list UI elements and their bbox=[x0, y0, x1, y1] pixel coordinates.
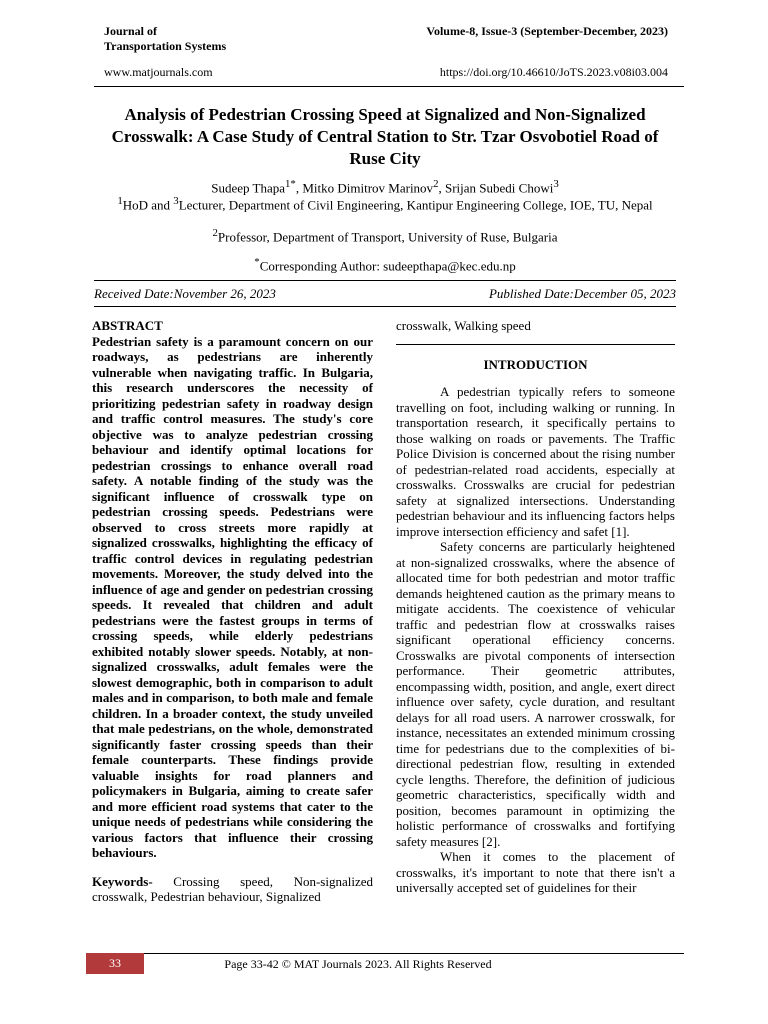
intro-paragraph-2: Safety concerns are particularly heightened at non-signalized crosswalks, where the absence of allocated time for both pedestrian and motor traffic demands heightened caution as the primary means to mitigate accidents. The coexistence of vehicular traffic and pedestrian flow at crosswalks raises significant operational efficiency concerns. Crosswalks are pivotal components of intersection performance. Their geometric attributes, encompassing width, position, and angle, exert direct influence over safety, cycle duration, and resultant delays for all road users. A narrower crosswalk, for instance, necessitates an extended minimum crossing time for pedestrians due to the complexities of bi-directional pedestrian flow, resulting in extended cycle lengths. Therefore, the definition of judicious geometric characteristics, specifically width and position, becomes paramount in optimizing the holistic performance of crosswalks and fortifying safety measures [2]. bbox=[396, 539, 675, 849]
intro-paragraph-1: A pedestrian typically refers to someone travelling on foot, including walking or running. In transportation research, it specifically pertains to those walking on roads or pavements. The Traffic Police Division is concerned about the rising number of pedestrian-related road accidents, especially at crosswalks. Crosswalks are crucial for pedestrian safety at signalized intersections. Understanding pedestrian behaviour and its influencing factors helps improve intersection efficiency and safet [1]. bbox=[396, 384, 675, 539]
journal-name-line1: Journal of bbox=[104, 24, 158, 38]
affiliation-2-sup: 2 bbox=[212, 227, 218, 239]
affiliation-2-text: Professor, Department of Transport, University of Ruse, Bulgaria bbox=[217, 229, 558, 245]
affiliation-1-sup3: 3 bbox=[173, 195, 179, 207]
header-divider bbox=[94, 86, 684, 87]
footer-copyright: Page 33-42 © MAT Journals 2023. All Rights Reserved bbox=[224, 957, 492, 971]
doi-link[interactable]: https://doi.org/10.46610/JoTS.2023.v08i03.004 bbox=[439, 65, 668, 79]
affiliation-1-text: Lecturer, Department of Civil Engineering, Kantipur Engineering College, IOE, TU, Nepal bbox=[178, 197, 653, 213]
affiliation-2 bbox=[92, 225, 678, 245]
journal-name bbox=[104, 24, 226, 54]
received-date: Received Date:November 26, 2023 bbox=[94, 286, 276, 301]
corresponding-author bbox=[92, 256, 678, 274]
abstract-body: Pedestrian safety is a paramount concern on our roadways, as pedestrians are inherently vulnerable when navigating traffic. In Bulgaria, this research underscores the necessity of prioritizing pedestrian safety in roadway design and traffic control measures. The study's core objective was to analyze pedestrian crossing behaviour and identify optimal locations for pedestrian crossings to enhance overall road safety. A notable finding of the study was the significant influence of crosswalk type on pedestrian crossing speeds. Pedestrians were observed to cross streets more rapidly at signalized crosswalks, highlighting the efficacy of traffic control devices in regulating pedestrian movements. Moreover, the study delved into the influence of age and gender on pedestrian crossing speeds. It revealed that children and adult pedestrians were the fastest groups in terms of crossing speeds, while elderly pedestrians exhibited notably slower speeds. Notably, at non-signalized crosswalks, adult females were the slowest demographic, both in comparison to adult males and in comparison, to both male and female children. In a broader context, the study unveiled that male pedestrians, on the whole, demonstrated significantly faster crossing speeds than their female counterparts. These findings provide valuable insights for road planners and policymakers in Bulgaria, aiming to create safer and more efficient road systems that cater to the unique needs of pedestrians while considering the various factors that influence their crossing behaviours. bbox=[92, 333, 373, 860]
author-2-sup: 2 bbox=[433, 178, 439, 190]
journal-name-line2: Transportation Systems bbox=[104, 39, 227, 53]
footer-divider bbox=[144, 953, 684, 954]
corresponding-sup: * bbox=[254, 256, 260, 268]
author-1: Sudeep Thapa bbox=[211, 180, 286, 196]
volume-issue: Volume-8, Issue-3 (September-December, 2023) bbox=[426, 24, 668, 38]
keywords-divider bbox=[396, 344, 675, 345]
affiliation-1-mid: HoD and bbox=[122, 197, 174, 213]
affiliation-1 bbox=[92, 193, 678, 213]
author-1-sup: 1* bbox=[285, 178, 296, 190]
intro-paragraph-3: When it comes to the placement of crosswalks, it's important to note that there isn't a universally accepted set of guidelines for their bbox=[396, 849, 675, 895]
right-column bbox=[396, 318, 675, 896]
published-date: Published Date:December 05, 2023 bbox=[488, 286, 676, 301]
corresponding-text[interactable]: Corresponding Author: sudeepthapa@kec.edu.np bbox=[259, 258, 516, 274]
affiliation-1-sup1: 1 bbox=[117, 195, 123, 207]
left-column bbox=[92, 318, 373, 905]
dates-divider-bottom bbox=[94, 306, 676, 307]
paper-title: Analysis of Pedestrian Crossing Speed at Signalized and Non-Signalized Crosswalk: A Case Study of Central Station to Str. Tzar Osvobotiel Road of Ruse City bbox=[111, 105, 659, 168]
page-number-badge: 33 bbox=[86, 953, 144, 974]
introduction-heading: INTRODUCTION bbox=[483, 356, 588, 372]
keywords-text: Crossing speed, Non-signalized crosswalk, Pedestrian behaviour, Signalized bbox=[92, 873, 373, 904]
dates-divider-top bbox=[94, 280, 676, 281]
journal-website-link[interactable]: www.matjournals.com bbox=[104, 65, 213, 79]
author-2: , Mitko Dimitrov Marinov bbox=[295, 180, 434, 196]
keywords-continuation: crosswalk, Walking speed bbox=[396, 318, 531, 333]
keywords bbox=[92, 874, 373, 905]
keywords-label: Keywords- bbox=[92, 873, 153, 889]
author-3: , Srijan Subedi Chowi bbox=[438, 180, 554, 196]
author-3-sup: 3 bbox=[553, 178, 559, 190]
abstract-heading: ABSTRACT bbox=[92, 318, 163, 333]
